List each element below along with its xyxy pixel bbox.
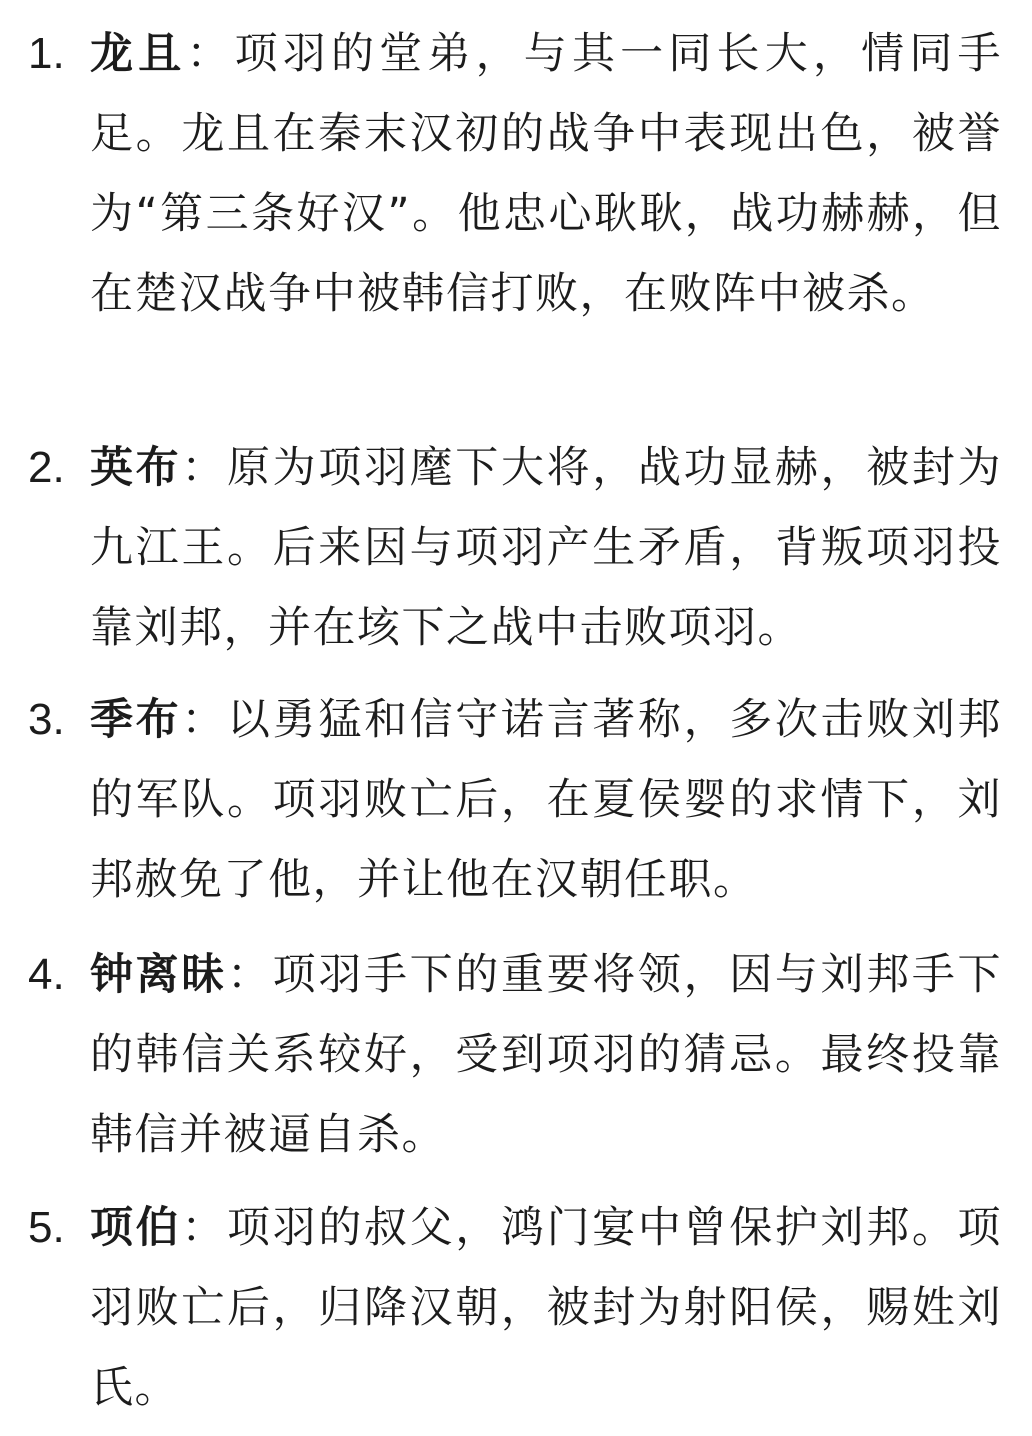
list-item-term: 英布 xyxy=(90,443,182,493)
list-item-term: 项伯 xyxy=(90,1203,182,1253)
list-item-separator: ： xyxy=(186,29,235,79)
list-item-description: 项羽的叔父，鸿门宴中曾保护刘邦。项羽败亡后，归降汉朝，被封为射阳侯，赐姓刘氏。 xyxy=(90,1203,1003,1413)
list-item-description: 原为项羽麾下大将，战功显赫，被封为九江王。后来因与项羽产生矛盾，背叛项羽投靠刘邦，并在垓下之战中击败项羽。 xyxy=(90,443,1003,653)
list-item-text xyxy=(90,935,1002,1175)
list-item-text xyxy=(90,1188,1002,1428)
list-item-term: 钟离昧 xyxy=(90,950,227,1000)
list-item-term: 龙且 xyxy=(90,29,187,79)
list-number: 3. xyxy=(28,695,65,744)
list-item-separator: ： xyxy=(226,950,273,1000)
list-item-separator: ： xyxy=(181,695,227,745)
list-item-term: 季布 xyxy=(90,695,182,745)
list-item-text xyxy=(90,680,1002,920)
list-number: 4. xyxy=(28,950,65,999)
list-item-text xyxy=(90,428,1002,668)
list-item-description: 以勇猛和信守诺言著称，多次击败刘邦的军队。项羽败亡后，在夏侯婴的求情下，刘邦赦免了他，并让他在汉朝任职。 xyxy=(90,695,1003,905)
list-number: 1. xyxy=(28,29,65,78)
list-item-separator: ： xyxy=(181,443,227,493)
list-item-description: 项羽的堂弟，与其一同长大，情同手足。龙且在秦末汉初的战争中表现出色，被誉为“第三条好汉”。他忠心耿耿，战功赫赫，但在楚汉战争中被韩信打败，在败阵中被杀。 xyxy=(90,29,1003,319)
list-number: 5. xyxy=(28,1203,65,1252)
list-number: 2. xyxy=(28,443,65,492)
list-item-separator: ： xyxy=(181,1203,227,1253)
list-item-text xyxy=(90,14,1002,334)
list-item-description: 项羽手下的重要将领，因与刘邦手下的韩信关系较好，受到项羽的猜忌。最终投靠韩信并被逼自杀。 xyxy=(90,950,1003,1160)
